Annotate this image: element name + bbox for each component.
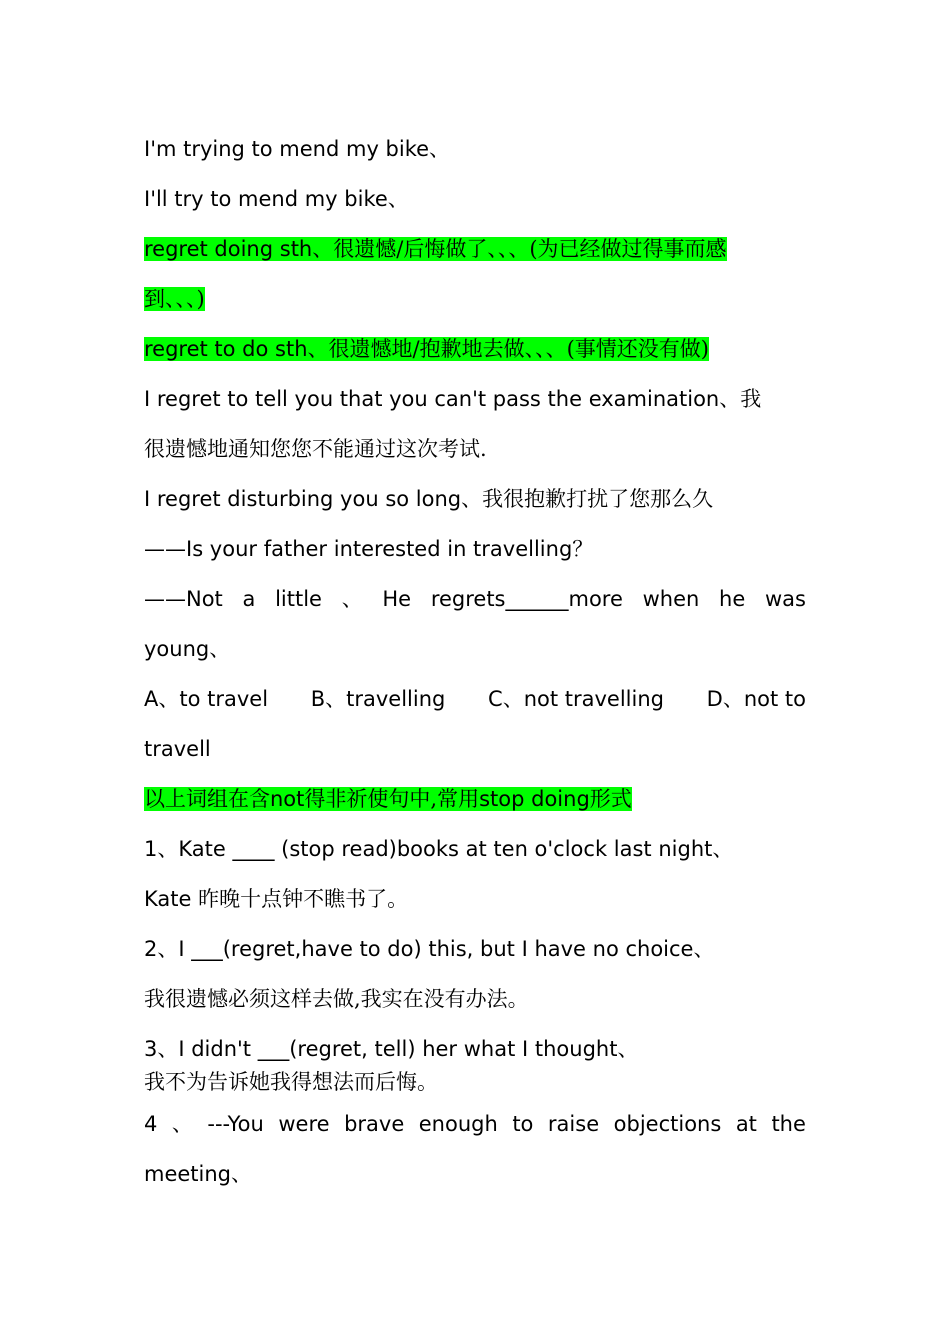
translation-line: 很遗憾地通知您您不能通过这次考试. <box>144 437 487 461</box>
dialogue-line: young、 <box>144 637 231 661</box>
exercise-item: meeting、 <box>144 1162 253 1186</box>
translation-line: 我不为告诉她我得想法而后悔。 <box>144 1070 438 1094</box>
translation-line <box>144 884 806 914</box>
word: at <box>735 1112 757 1136</box>
translation-line: 我很遗憾必须这样去做,我实在没有办法。 <box>144 987 529 1011</box>
dialogue-line: ——Is your father interested in travelling？ <box>144 537 594 561</box>
text-line: I'll try to mend my bike、 <box>144 187 409 211</box>
highlighted-text: 以上词组在含 <box>144 787 270 811</box>
exercise-item <box>144 1109 806 1139</box>
highlighted-line <box>144 234 806 264</box>
word: objections <box>613 1112 722 1136</box>
highlighted-line <box>144 334 806 364</box>
word: 、 <box>171 1112 193 1136</box>
option-a: A、to travel <box>144 687 269 711</box>
highlighted-explanation: 很遗憾/后悔做了、、、(为已经做过得事而感 <box>333 237 727 261</box>
word: the <box>771 1112 806 1136</box>
word: He <box>382 587 412 611</box>
word: enough <box>418 1112 498 1136</box>
word: raise <box>547 1112 600 1136</box>
english-text: I regret disturbing you so long、 <box>144 487 483 511</box>
word: when <box>642 587 700 611</box>
example-sentence <box>144 484 806 514</box>
option-d: D、not to <box>706 687 806 711</box>
example-sentence: I regret to tell you that you can't pass the examination、我 <box>144 387 762 411</box>
word: brave <box>344 1112 405 1136</box>
exercise-item: 3、I didn't ___(regret, tell) her what I thought、 <box>144 1037 639 1061</box>
english-text: Kate <box>144 887 192 911</box>
highlighted-text: 形式 <box>589 787 632 811</box>
highlighted-line <box>144 784 806 814</box>
option-b: B、travelling <box>310 687 446 711</box>
highlighted-text: 得非祈使句中,常用 <box>304 787 480 811</box>
answer-options: travell <box>144 737 211 761</box>
dialogue-line <box>144 584 806 614</box>
word: 、 <box>341 587 363 611</box>
highlighted-phrase: regret to do sth、 <box>144 337 329 361</box>
word: ---You <box>207 1112 264 1136</box>
text-line: I'm trying to mend my bike、 <box>144 137 451 161</box>
word: ——Not <box>144 587 223 611</box>
word: to <box>512 1112 534 1136</box>
word: 4 <box>144 1112 158 1136</box>
highlighted-explanation: 很遗憾地/抱歉地去做、、、(事情还没有做) <box>328 337 709 361</box>
word: were <box>278 1112 330 1136</box>
exercise-item: 1、Kate ____ (stop read)books at ten o'clock last night、 <box>144 837 734 861</box>
chinese-text: 我很抱歉打扰了您那么久 <box>482 487 714 511</box>
exercise-item: 2、I ___(regret,have to do) this, but I have no choice、 <box>144 937 715 961</box>
highlighted-line <box>144 284 806 314</box>
highlighted-explanation: 到、、、) <box>144 287 205 311</box>
highlighted-phrase: regret doing sth、 <box>144 237 334 261</box>
highlighted-text: not <box>270 787 305 811</box>
option-c: C、not travelling <box>488 687 664 711</box>
word: little <box>275 587 322 611</box>
word: he <box>719 587 746 611</box>
chinese-text: 昨晚十点钟不瞧书了。 <box>191 887 409 911</box>
word: a <box>242 587 256 611</box>
word: regrets______more <box>430 587 623 611</box>
highlighted-text: stop doing <box>479 787 590 811</box>
word: was <box>764 587 806 611</box>
answer-options <box>144 684 806 714</box>
